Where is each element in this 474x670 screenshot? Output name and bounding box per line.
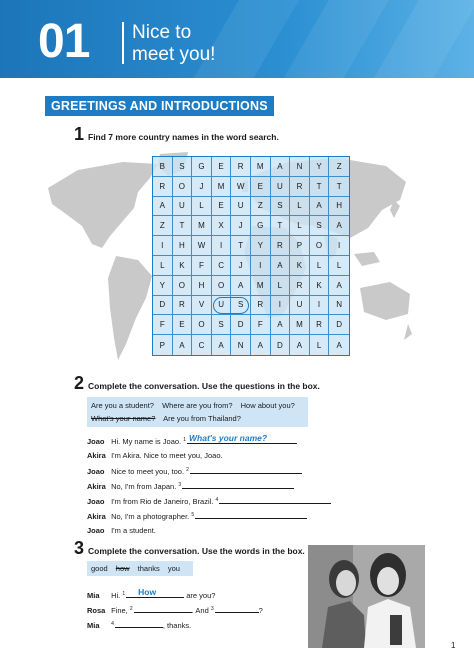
word-search-cell: Z xyxy=(153,216,173,236)
dialogue-text: are you? xyxy=(186,591,216,600)
word-search-cell: I xyxy=(329,236,349,256)
word-search-cell: S xyxy=(212,315,232,335)
word-search-cell: E xyxy=(251,177,271,197)
word-search-cell: Y xyxy=(153,276,173,296)
word-search-cell: Z xyxy=(329,157,349,177)
dialogue-text: Hi. xyxy=(111,591,121,600)
speaker-name: Rosa xyxy=(87,606,106,615)
word-search-cell: A xyxy=(153,197,173,217)
dialogue-line xyxy=(87,587,216,600)
word-search-cell: I xyxy=(310,296,330,316)
dialogue-line xyxy=(87,620,191,630)
word-search-cell: N xyxy=(329,296,349,316)
word-search-grid xyxy=(152,156,350,356)
word-search-cell: L xyxy=(310,256,330,276)
word-box xyxy=(87,561,193,576)
word-search-cell: Z xyxy=(251,197,271,217)
word-search-cell: A xyxy=(271,157,291,177)
word-search-cell: A xyxy=(329,276,349,296)
word-search-cell: L xyxy=(192,197,212,217)
answer-blank[interactable] xyxy=(182,481,294,489)
word-search-cell: L xyxy=(290,197,310,217)
dialogue-line xyxy=(87,511,307,521)
speaker-name: Joao xyxy=(87,467,105,476)
speaker-name: Akira xyxy=(87,451,106,460)
word-search-cell: M xyxy=(212,177,232,197)
dialogue-text: I'm Akira. Nice to meet you, Joao. xyxy=(111,451,223,460)
blank-number: 4 xyxy=(215,496,219,503)
page-number: 1 xyxy=(451,641,456,650)
exercise-number-2: 2 xyxy=(74,373,85,393)
word-search-cell: A xyxy=(310,197,330,217)
blank-number: 1 xyxy=(183,436,186,443)
word-search-cell: G xyxy=(251,216,271,236)
word-search-cell: H xyxy=(173,236,193,256)
word-option: thanks xyxy=(137,564,160,573)
word-search-cell: A xyxy=(290,335,310,355)
dialogue-text: , thanks. xyxy=(162,621,192,630)
word-search-cell: I xyxy=(212,236,232,256)
answer-blank[interactable] xyxy=(134,605,192,613)
word-search-cell: P xyxy=(153,335,173,355)
word-search-cell: S xyxy=(231,296,251,316)
word-search-cell: I xyxy=(271,296,291,316)
speaker-name: Joao xyxy=(87,497,105,506)
word-search-cell: I xyxy=(251,256,271,276)
word-search-cell: U xyxy=(271,177,291,197)
word-search-cell: O xyxy=(310,236,330,256)
word-search-cell: J xyxy=(231,256,251,276)
word-search-cell: R xyxy=(173,296,193,316)
unit-header-banner xyxy=(0,0,474,78)
word-search-cell: S xyxy=(173,157,193,177)
question-option: Are you from Thailand? xyxy=(163,414,241,423)
word-search-cell: F xyxy=(251,315,271,335)
word-search-cell: R xyxy=(271,236,291,256)
word-search-cell: L xyxy=(329,256,349,276)
word-search-cell: X xyxy=(212,216,232,236)
word-search-cell: N xyxy=(290,157,310,177)
dialogue-line xyxy=(87,496,331,506)
answer-blank[interactable] xyxy=(190,466,302,474)
section-title: GREETINGS AND INTRODUCTIONS xyxy=(45,96,274,116)
dialogue-text: . And xyxy=(191,606,209,615)
word-search-cell: A xyxy=(329,216,349,236)
word-search-cell: L xyxy=(290,216,310,236)
question-option: Are you a student? xyxy=(91,401,154,410)
question-box xyxy=(87,397,308,427)
speaker-name: Akira xyxy=(87,512,106,521)
word-search-cell: T xyxy=(310,177,330,197)
word-option: you xyxy=(167,564,180,573)
dialogue-line xyxy=(87,466,302,476)
word-search-cell: O xyxy=(173,177,193,197)
word-search-cell: C xyxy=(192,335,212,355)
answer-blank[interactable] xyxy=(115,620,163,628)
exercise-number-1: 1 xyxy=(74,124,85,144)
exercise-3-instruction: Complete the conversation. Use the words in the box. xyxy=(88,546,305,556)
word-search-cell: A xyxy=(336,340,342,350)
word-search-cell: T xyxy=(271,216,291,236)
unit-title-line1: Nice to xyxy=(132,22,192,43)
word-search-cell: D xyxy=(329,315,349,335)
word-search-cell: W xyxy=(231,177,251,197)
word-search-cell: L xyxy=(153,256,173,276)
word-search-cell: R xyxy=(310,315,330,335)
word-search-cell: R xyxy=(290,276,310,296)
word-search-cell: U xyxy=(231,197,251,217)
word-search-cell: D xyxy=(153,296,173,316)
answer-blank[interactable] xyxy=(215,605,259,613)
word-option-used: how xyxy=(115,564,130,573)
example-answer-circle xyxy=(213,297,249,314)
question-option: Where are you from? xyxy=(162,401,233,410)
question-option: How about you? xyxy=(240,401,295,410)
word-search-cell: F xyxy=(153,315,173,335)
blank-number: 2 xyxy=(129,605,133,612)
unit-number: 01 xyxy=(38,15,90,68)
word-search-cell: K xyxy=(290,256,310,276)
word-search-cell: G xyxy=(192,157,212,177)
example-answer: What's your name? xyxy=(189,433,268,443)
speaker-name: Joao xyxy=(87,437,105,446)
two-women-photo xyxy=(308,545,425,648)
word-search-cell: A xyxy=(173,335,193,355)
dialogue-text: No, I'm a photographer. xyxy=(111,512,190,521)
word-search-cell: A xyxy=(212,335,232,355)
dialogue-text: I'm from Rio de Janeiro, Brazil. xyxy=(111,497,214,506)
word-search-cell: U xyxy=(290,296,310,316)
word-search-cell: U xyxy=(173,197,193,217)
word-search-cell: S xyxy=(310,216,330,236)
dialogue-text: Hi. My name is Joao. xyxy=(111,437,182,446)
word-search-cell: H xyxy=(329,197,349,217)
dialogue-line xyxy=(87,433,297,446)
answer-blank[interactable] xyxy=(187,433,297,444)
word-search-cell: B xyxy=(153,157,173,177)
word-search-cell: U xyxy=(212,296,232,316)
exercise-2-instruction: Complete the conversation. Use the questions in the box. xyxy=(88,381,320,391)
speaker-name: Akira xyxy=(87,482,106,491)
speaker-name: Joao xyxy=(87,526,105,535)
dialogue-line xyxy=(87,526,156,535)
word-search-cell: O xyxy=(212,276,232,296)
dialogue-text: I'm a student. xyxy=(111,526,156,535)
word-search-cell: D xyxy=(231,315,251,335)
answer-blank[interactable] xyxy=(195,511,307,519)
word-search-cell: K xyxy=(173,256,193,276)
blank-number: 3 xyxy=(178,481,182,488)
word-search-cell: Y xyxy=(251,236,271,256)
word-search-cell: L xyxy=(271,276,291,296)
dialogue-text: ? xyxy=(258,606,263,615)
word-search-cell: R xyxy=(251,296,271,316)
word-search-cell: S xyxy=(271,197,291,217)
word-search-cell: K xyxy=(310,276,330,296)
word-search-cell: M xyxy=(251,276,271,296)
blank-number: 2 xyxy=(186,466,189,473)
word-search-cell: H xyxy=(192,276,212,296)
blank-number: 3 xyxy=(210,605,214,612)
unit-title xyxy=(132,22,215,66)
word-search-cell: M xyxy=(290,315,310,335)
word-search-cell: F xyxy=(192,256,212,276)
word-search-cell: A xyxy=(271,315,291,335)
dialogue-line xyxy=(87,605,263,615)
word-option: good xyxy=(91,564,108,573)
word-search-cell: P xyxy=(290,236,310,256)
word-search-cell: I xyxy=(153,236,173,256)
word-search-cell: A xyxy=(251,335,271,355)
word-search-cell: C xyxy=(212,256,232,276)
exercise-1-instruction: Find 7 more country names in the word search. xyxy=(88,132,279,142)
word-search-cell: W xyxy=(192,236,212,256)
dialogue-text: No, I'm from Japan. xyxy=(111,482,177,491)
word-search-cell: A xyxy=(231,276,251,296)
word-search-cell: E xyxy=(173,315,193,335)
word-search-cell: R xyxy=(231,157,251,177)
speaker-name: Mia xyxy=(87,591,100,600)
word-search-cell: N xyxy=(231,335,251,355)
word-search-cell: R xyxy=(153,177,173,197)
word-search-cell: O xyxy=(173,276,193,296)
word-search-cell: R xyxy=(290,177,310,197)
word-search-cell: M xyxy=(192,216,212,236)
word-search-cell: T xyxy=(329,177,349,197)
answer-blank[interactable] xyxy=(126,587,184,598)
word-search-cell: V xyxy=(192,296,212,316)
question-option-used: What's your name? xyxy=(91,414,156,423)
word-search-cell: E xyxy=(212,157,232,177)
blank-number: 4 xyxy=(111,620,114,627)
unit-title-line2: meet you! xyxy=(132,44,216,65)
blank-number: 1 xyxy=(122,590,126,597)
exercise-number-3: 3 xyxy=(74,538,85,558)
word-search-cell: L xyxy=(310,335,330,355)
word-search-cell: O xyxy=(192,315,212,335)
example-answer: How xyxy=(138,587,157,597)
word-search-cell: T xyxy=(173,216,193,236)
dialogue-line xyxy=(87,451,223,460)
word-search-cell: A xyxy=(271,256,291,276)
word-search-cell: Y xyxy=(310,157,330,177)
word-search-cell: M xyxy=(251,157,271,177)
blank-number: 5 xyxy=(191,511,195,518)
dialogue-text: Nice to meet you, too. xyxy=(111,467,185,476)
word-search-cell: E xyxy=(212,197,232,217)
dialogue-line xyxy=(87,481,294,491)
answer-blank[interactable] xyxy=(219,496,331,504)
word-search-cell: T xyxy=(231,236,251,256)
speaker-name: Mia xyxy=(87,621,100,630)
word-search-cell: D xyxy=(271,335,291,355)
dialogue-text: Fine, xyxy=(111,606,128,615)
header-divider xyxy=(122,22,124,64)
word-search-cell: J xyxy=(231,216,251,236)
word-search-cell: J xyxy=(192,177,212,197)
